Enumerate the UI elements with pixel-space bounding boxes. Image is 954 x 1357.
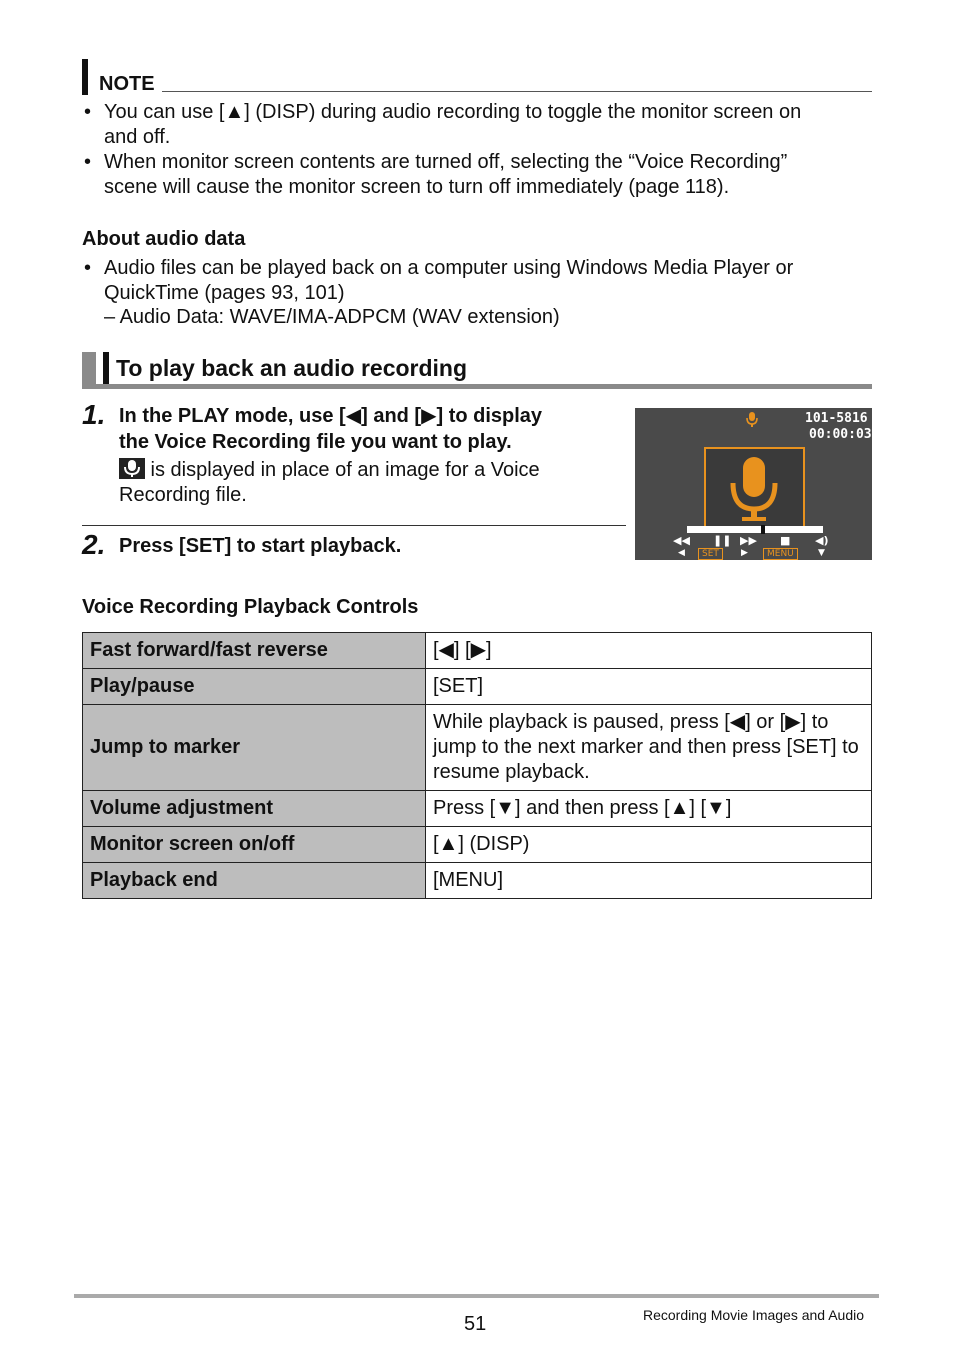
footer-rule xyxy=(74,1294,879,1298)
about-heading: About audio data xyxy=(82,228,246,250)
note-bar xyxy=(82,59,88,95)
step-divider xyxy=(82,525,626,526)
file-code: 101-5816 xyxy=(805,411,868,426)
table-key: Play/pause xyxy=(83,669,426,705)
note-bullet-2-line1: When monitor screen contents are turned off, selecting the “Voice Recording” xyxy=(104,151,788,173)
playback-time: 00:00:03 xyxy=(809,427,872,442)
section-rule xyxy=(82,384,872,389)
step-1-desc-line1 xyxy=(119,458,599,483)
bullet-dot: • xyxy=(84,151,92,173)
volume-icon: ◀) xyxy=(815,534,829,547)
table-value: [▲] (DISP) xyxy=(426,827,872,863)
chapter-title: Recording Movie Images and Audio xyxy=(643,1307,865,1323)
note-label: NOTE xyxy=(99,73,155,95)
table-key: Monitor screen on/off xyxy=(83,827,426,863)
note-bullet-1-line1: You can use [▲] (DISP) during audio recording to toggle the monitor screen on xyxy=(104,101,802,123)
table-row xyxy=(83,863,872,899)
table-row xyxy=(83,791,872,827)
step-2-number: 2. xyxy=(82,529,106,560)
set-label: SET xyxy=(698,548,723,560)
table-key: Volume adjustment xyxy=(83,791,426,827)
progress-knob xyxy=(761,525,765,534)
voice-recording-icon xyxy=(119,458,145,479)
stop-icon: ■ xyxy=(780,534,791,547)
right-arrow-icon: ▶ xyxy=(741,548,748,558)
table-value: While playback is paused, press [◀] or [▶] to jump to the next marker and then press [SET] to resume playback. xyxy=(426,705,872,791)
table-key: Jump to marker xyxy=(83,705,426,791)
step-1-line1: In the PLAY mode, use [◀] and [▶] to display xyxy=(119,405,543,427)
menu-label: MENU xyxy=(763,548,798,560)
step-1-desc-text: is displayed in place of an image for a Voice xyxy=(145,459,540,481)
section-title: To play back an audio recording xyxy=(116,355,468,381)
page-number: 51 xyxy=(464,1313,487,1335)
large-mic-icon xyxy=(706,449,803,529)
camera-screen xyxy=(635,408,872,560)
step-1-desc-line2: Recording file. xyxy=(119,484,247,506)
down-arrow-icon: ▼ xyxy=(818,548,825,558)
controls-heading: Voice Recording Playback Controls xyxy=(82,596,419,618)
section-bar-black xyxy=(103,352,109,386)
rewind-icon: ◀◀ xyxy=(673,534,690,547)
table-value: [◀] [▶] xyxy=(426,633,872,669)
progress-bar xyxy=(687,526,823,533)
section-bar-gray xyxy=(82,352,96,386)
bullet-dot: • xyxy=(84,257,92,279)
table-key: Playback end xyxy=(83,863,426,899)
voice-file-frame xyxy=(704,447,805,531)
controls-table xyxy=(82,632,872,899)
mic-status-icon xyxy=(745,411,759,428)
step-1-number: 1. xyxy=(82,399,106,430)
fast-forward-icon: ▶▶ xyxy=(740,534,757,547)
table-value: [MENU] xyxy=(426,863,872,899)
bullet-dot: • xyxy=(84,101,92,123)
step-1-line2: the Voice Recording file you want to play. xyxy=(119,431,512,453)
note-bullet-2-line2: scene will cause the monitor screen to turn off immediately (page 118). xyxy=(104,176,730,198)
table-value: Press [▼] and then press [▲] [▼] xyxy=(426,791,872,827)
table-row xyxy=(83,633,872,669)
table-key: Fast forward/fast reverse xyxy=(83,633,426,669)
left-arrow-icon: ◀ xyxy=(678,548,685,558)
pause-icon: ❚❚ xyxy=(713,534,732,547)
about-bullet-line2: QuickTime (pages 93, 101) xyxy=(104,282,345,304)
table-value: [SET] xyxy=(426,669,872,705)
table-row xyxy=(83,827,872,863)
note-bullet-1-line2: and off. xyxy=(104,126,171,148)
about-sub: – Audio Data: WAVE/IMA-ADPCM (WAV extension) xyxy=(104,306,560,328)
about-bullet-line1: Audio files can be played back on a computer using Windows Media Player or xyxy=(104,257,794,279)
table-row xyxy=(83,705,872,791)
step-2-line1: Press [SET] to start playback. xyxy=(119,535,402,557)
table-row xyxy=(83,669,872,705)
note-rule xyxy=(162,91,872,92)
